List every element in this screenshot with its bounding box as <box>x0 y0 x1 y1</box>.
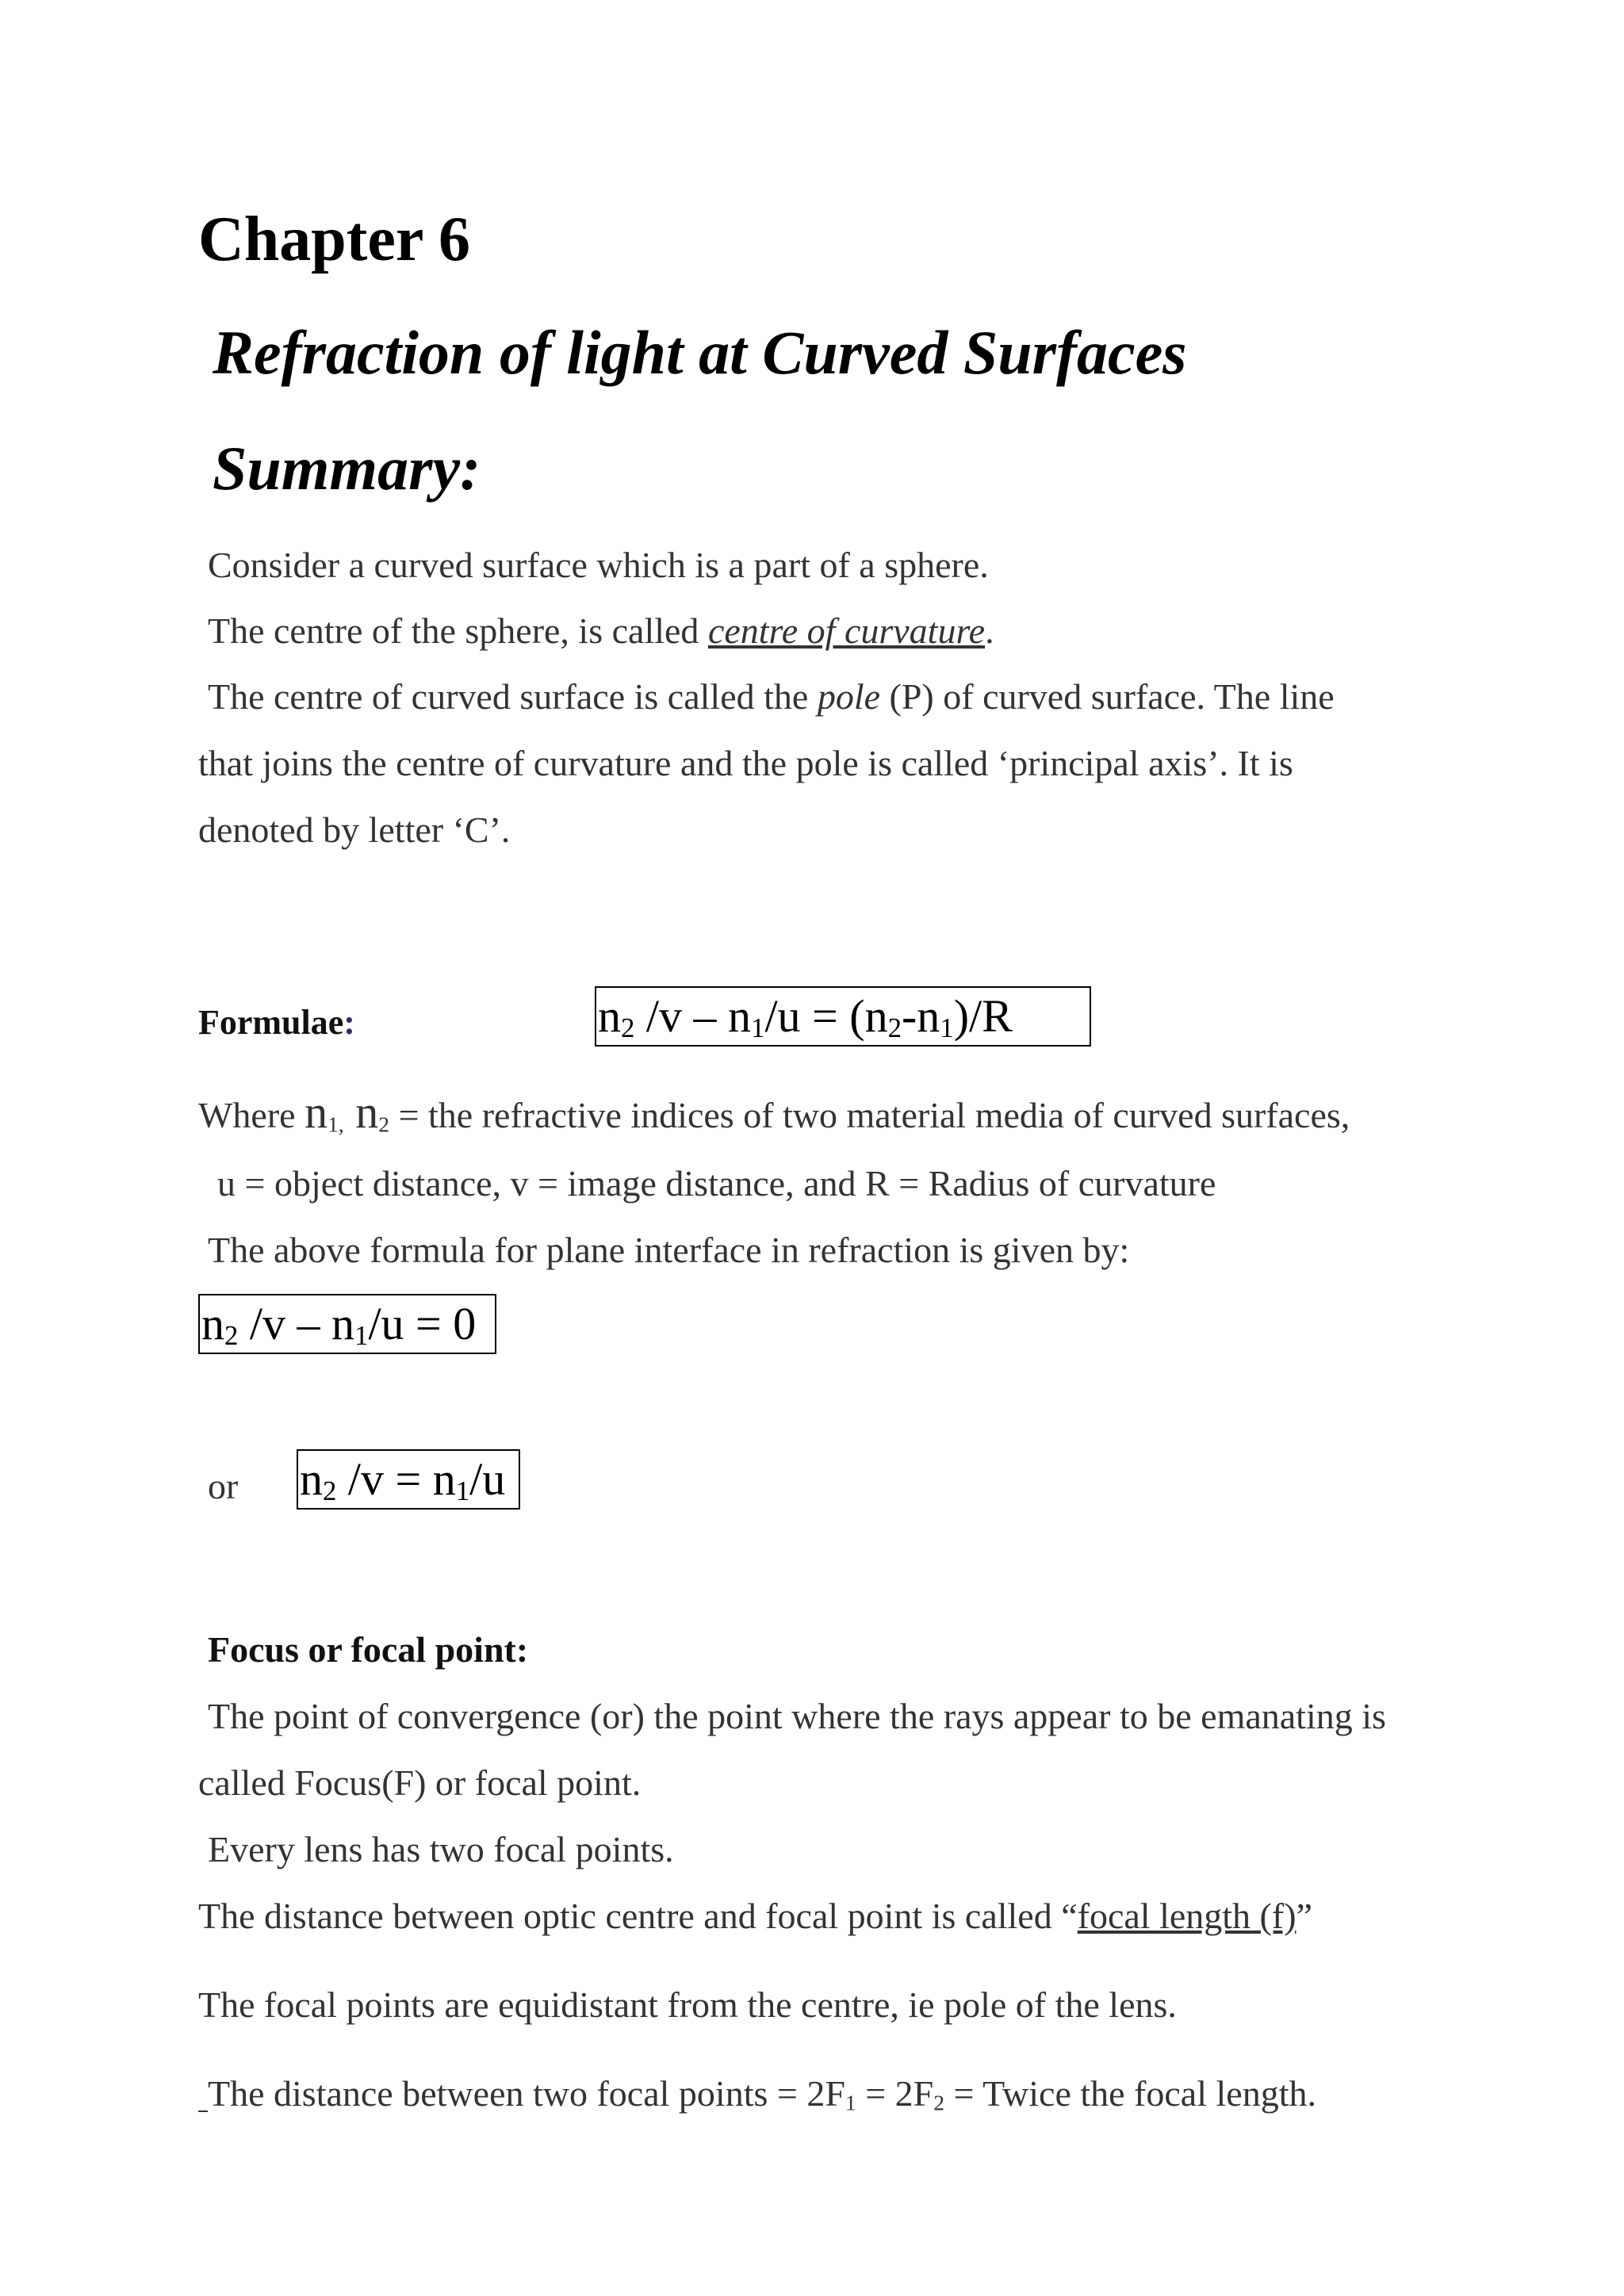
plane-formula-n2-sub: 2 <box>224 1319 239 1351</box>
main-formula-box <box>595 986 1091 1047</box>
term-pole: pole <box>817 676 881 717</box>
alt-formula-n1-sub: 1 <box>455 1475 470 1506</box>
focus-line-1: The point of convergence (or) the point where the rays appear to be emanating is <box>208 1696 1386 1736</box>
main-formula-n2-sub: 2 <box>621 1012 635 1043</box>
focus-heading: Focus or focal point: <box>208 1629 529 1670</box>
plane-formula-n2: n <box>201 1298 224 1349</box>
where-line <box>198 1086 1350 1138</box>
main-formula-part2: /u = (n <box>764 990 888 1042</box>
main-formula-n2b-sub: 2 <box>887 1012 902 1043</box>
where-n2-sub: 2 <box>378 1112 390 1137</box>
chapter-title: Chapter 6 <box>198 205 470 274</box>
focus-line-3: Every lens has two focal points. <box>208 1829 674 1869</box>
where-prefix: Where <box>198 1095 305 1135</box>
plane-formula-n1-sub: 1 <box>354 1319 369 1351</box>
term-focal-length: focal length (f) <box>1077 1896 1297 1936</box>
focus-line-6-mid: = 2F <box>856 2073 934 2114</box>
summary-line-4: that joins the centre of curvature and the pole is called ‘principal axis’. It is <box>198 743 1293 783</box>
main-formula-n2: n <box>598 990 621 1042</box>
main-formula-n1-sub: 1 <box>751 1012 765 1043</box>
formulae-label-colon: : <box>343 1003 355 1042</box>
alt-formula-box <box>297 1449 520 1510</box>
focus-line-4 <box>198 1898 1312 1934</box>
alt-formula-mid: /v = n <box>336 1453 456 1505</box>
summary-line-2-text: The centre of the sphere, is called <box>208 610 708 651</box>
summary-line-3-text: The centre of curved surface is called the <box>208 676 818 717</box>
focus-line-6-f2-sub: 2 <box>933 2090 945 2115</box>
focus-line-6-end: = Twice the focal length. <box>944 2073 1316 2114</box>
focus-line-6 <box>198 2073 1316 2115</box>
main-formula-n1b-sub: 1 <box>940 1012 954 1043</box>
where-suffix: = the refractive indices of two material media of curved surfaces, <box>389 1095 1350 1135</box>
alt-formula-n2-sub: 2 <box>323 1475 337 1506</box>
summary-line-2 <box>208 610 994 651</box>
summary-line-1: Consider a curved surface which is a part of a sphere. <box>208 545 989 585</box>
main-formula-part1: /v – n <box>634 990 752 1042</box>
focus-line-2: called Focus(F) or focal point. <box>198 1762 642 1803</box>
or-label: or <box>208 1466 239 1506</box>
plane-formula-box <box>198 1294 496 1354</box>
focus-line-4-text: The distance between optic centre and focal point is called “ <box>198 1896 1078 1936</box>
where-n1-sub: 1, <box>327 1112 344 1137</box>
alt-formula-n2: n <box>300 1453 323 1505</box>
summary-line-2-end: . <box>985 610 994 651</box>
stray-underscore-mark <box>198 2079 208 2112</box>
formulae-label-text: Formulae <box>198 1003 344 1042</box>
plane-formula-mid: /v – n <box>238 1298 355 1349</box>
focus-line-6-f1-sub: 1 <box>845 2090 856 2115</box>
focus-line-4-end: ” <box>1296 1896 1312 1936</box>
term-centre-of-curvature: centre of curvature <box>707 610 986 651</box>
topic-title: Refraction of light at Curved Surfaces <box>213 318 1187 387</box>
summary-line-3-end: (P) of curved surface. The line <box>880 676 1335 717</box>
summary-line-5: denoted by letter ‘C’. <box>198 809 511 850</box>
focus-line-5: The focal points are equidistant from the centre, ie pole of the lens. <box>198 1984 1177 2025</box>
where-n1: n <box>304 1086 328 1138</box>
summary-line-3 <box>208 676 1335 717</box>
alt-formula-end: /u <box>469 1453 506 1505</box>
main-formula-part3: -n <box>901 990 940 1042</box>
summary-heading: Summary: <box>213 434 481 503</box>
focus-line-6-text: The distance between two focal points = 2F <box>208 2073 845 2114</box>
where-n2: n <box>343 1086 379 1138</box>
main-formula-part4: )/R <box>953 990 1013 1042</box>
plane-formula-end: /u = 0 <box>368 1298 477 1349</box>
plane-intro-line: The above formula for plane interface in refraction is given by: <box>208 1230 1130 1270</box>
definitions-line: u = object distance, v = image distance, and R = Radius of curvature <box>217 1163 1216 1203</box>
formulae-label <box>198 1005 355 1040</box>
